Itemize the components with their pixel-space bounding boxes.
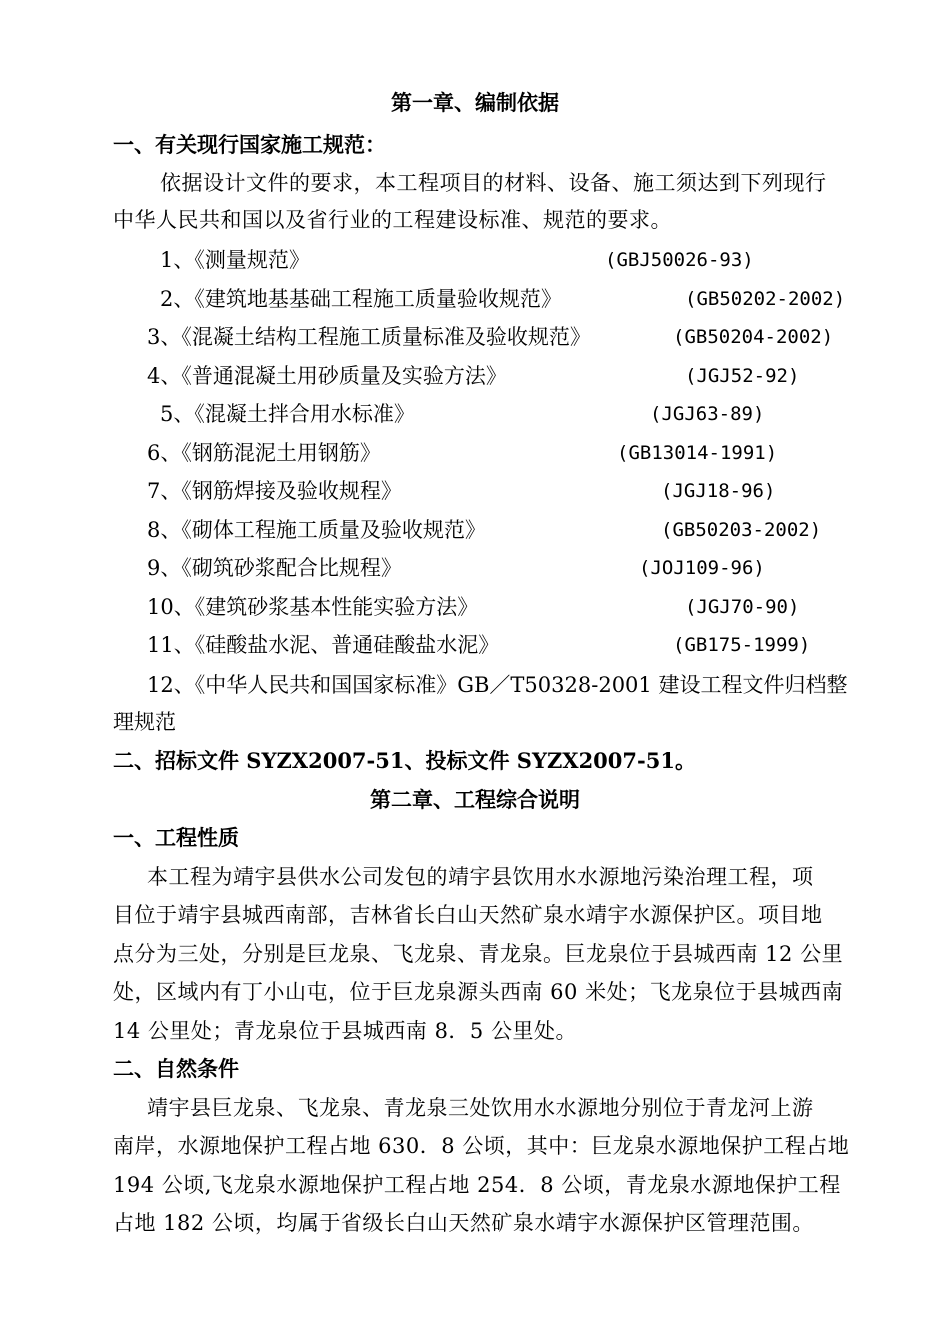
paragraph-line: 14 公里处；青龙泉位于县城西南 8．5 公里处。	[113, 1019, 577, 1043]
standard-code: (GB50203-2002)	[661, 519, 822, 541]
chapter1-section1-heading: 一、有关现行国家施工规范：	[113, 132, 386, 157]
standard-code: (JGJ18-96)	[661, 480, 776, 502]
intro-line-1: 依据设计文件的要求，本工程项目的材料、设备、施工须达到下列现行	[160, 171, 827, 195]
standard-label: 2、《建筑地基基础工程施工质量验收规范》	[160, 287, 562, 311]
standard-label: 7、《钢筋焊接及验收规程》	[147, 479, 402, 503]
standard-label: 8、《砌体工程施工质量及验收规范》	[147, 518, 486, 542]
chapter1-title: 第一章、编制依据	[391, 90, 559, 115]
standard-code: (GB13014-1991)	[617, 442, 778, 464]
standard-code: (GB50202-2002)	[685, 288, 846, 310]
standard-label: 6、《钢筋混泥土用钢筋》	[147, 441, 381, 465]
standard-item-12-line-2: 理规范	[113, 710, 176, 734]
paragraph-line: 点分为三处，分别是巨龙泉、飞龙泉、青龙泉。巨龙泉位于县城西南 12 公里	[113, 942, 844, 966]
chapter2-title: 第二章、工程综合说明	[370, 787, 580, 812]
standard-item-12-line-1: 12、《中华人民共和国国家标准》GB／T50328-2001 建设工程文件归档整	[147, 673, 848, 697]
paragraph-line: 南岸，水源地保护工程占地 630．8 公顷，其中：巨龙泉水源地保护工程占地	[113, 1134, 850, 1158]
standard-label: 10、《建筑砂浆基本性能实验方法》	[147, 595, 479, 619]
intro-line-2: 中华人民共和国以及省行业的工程建设标准、规范的要求。	[113, 208, 672, 232]
chapter2-section2-heading: 二、自然条件	[113, 1056, 239, 1081]
standard-label: 5、《混凝土拌合用水标准》	[160, 402, 415, 426]
standard-label: 11、《硅酸盐水泥、普通硅酸盐水泥》	[147, 633, 500, 657]
standard-label: 3、《混凝土结构工程施工质量标准及验收规范》	[147, 325, 591, 349]
paragraph-line: 处，区域内有丁小山屯，位于巨龙泉源头西南 60 米处；飞龙泉位于县城西南	[113, 980, 844, 1004]
paragraph-line: 本工程为靖宇县供水公司发包的靖宇县饮用水水源地污染治理工程，项	[147, 865, 814, 889]
standard-label: 4、《普通混凝土用砂质量及实验方法》	[147, 364, 507, 388]
chapter1-section2-heading: 二、招标文件 SYZX2007-51、投标文件 SYZX2007-51。	[113, 748, 696, 773]
standard-code: (GB50204-2002)	[673, 326, 834, 348]
standard-label: 1、《测量规范》	[160, 248, 310, 272]
standard-code: (JOJ109-96)	[639, 557, 765, 579]
paragraph-line: 占地 182 公顷，均属于省级长白山天然矿泉水靖宇水源保护区管理范围。	[113, 1211, 814, 1235]
chapter2-section1-heading: 一、工程性质	[113, 825, 239, 850]
paragraph-line: 靖宇县巨龙泉、飞龙泉、青龙泉三处饮用水水源地分别位于青龙河上游	[147, 1096, 814, 1120]
standard-code: (JGJ63-89)	[650, 403, 765, 425]
standard-code: (JGJ52-92)	[685, 365, 800, 387]
paragraph-line: 194 公顷,飞龙泉水源地保护工程占地 254．8 公顷，青龙泉水源地保护工程	[113, 1173, 841, 1197]
standard-label: 9、《砌筑砂浆配合比规程》	[147, 556, 402, 580]
standard-code: (GB175-1999)	[673, 634, 811, 656]
standard-code: (GBJ50026-93)	[605, 249, 754, 271]
standard-code: (JGJ70-90)	[685, 596, 800, 618]
paragraph-line: 目位于靖宇县城西南部，吉林省长白山天然矿泉水靖宇水源保护区。项目地	[113, 903, 823, 927]
